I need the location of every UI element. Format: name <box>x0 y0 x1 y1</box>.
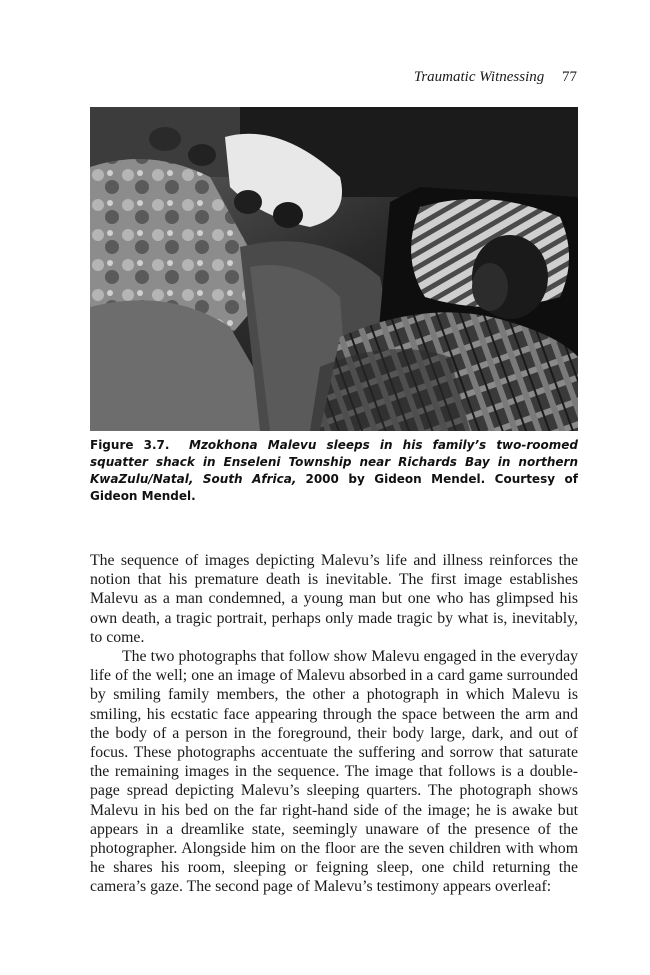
figure-label: Figure 3.7. <box>90 438 170 452</box>
body-text <box>90 551 578 897</box>
paragraph: The sequence of images depicting Malevu’s life and illness reinforces the notion that his premature death is inevitable. The first image establishes Malevu as a man condemned, a young man but one who has glimpsed his own death, a tragic portrait, perhaps only made tragic by what is, inevitably, to come. <box>90 552 578 646</box>
page-number: 77 <box>562 69 577 85</box>
paragraph: The two photographs that follow show Malevu engaged in the everyday life of the well; one an image of Malevu absorbed in a card game surrounded by smiling family members, the other a photograph in which Malevu is smiling, his ecstatic face appearing through the space between the arm and the body of a person in the foreground, their body large, dark, and out of focus. These photographs accentuate the suffering and sorrow that saturate the remaining images in the sequence. The image that follows is a double-page spread depicting Malevu’s sleeping quarters. The photograph shows Malevu in his bed on the far right-hand side of the image; he is awake but appears in a dreamlike state, seemingly unaware of the presence of the photographer. Alongside him on the floor are the seven children with whom he shares his room, sleeping or feigning sleep, one child returning the camera’s gaze. The second page of Malevu’s testimony appears overleaf: <box>90 648 578 896</box>
figure-photograph <box>90 107 578 431</box>
figure-description: Mzokhona Malevu sleeps in his family’s two-roomed squatter shack in Enseleni Township near Richards Bay in northern KwaZulu/Natal, South Africa, <box>90 438 578 486</box>
running-header <box>414 69 577 86</box>
figure-credit: 2000 by Gideon Mendel. Courtesy of Gideon Mendel. <box>90 472 578 503</box>
figure-caption <box>90 437 578 505</box>
running-title: Traumatic Witnessing <box>413 69 545 85</box>
sleeping-children-photo <box>90 107 578 431</box>
